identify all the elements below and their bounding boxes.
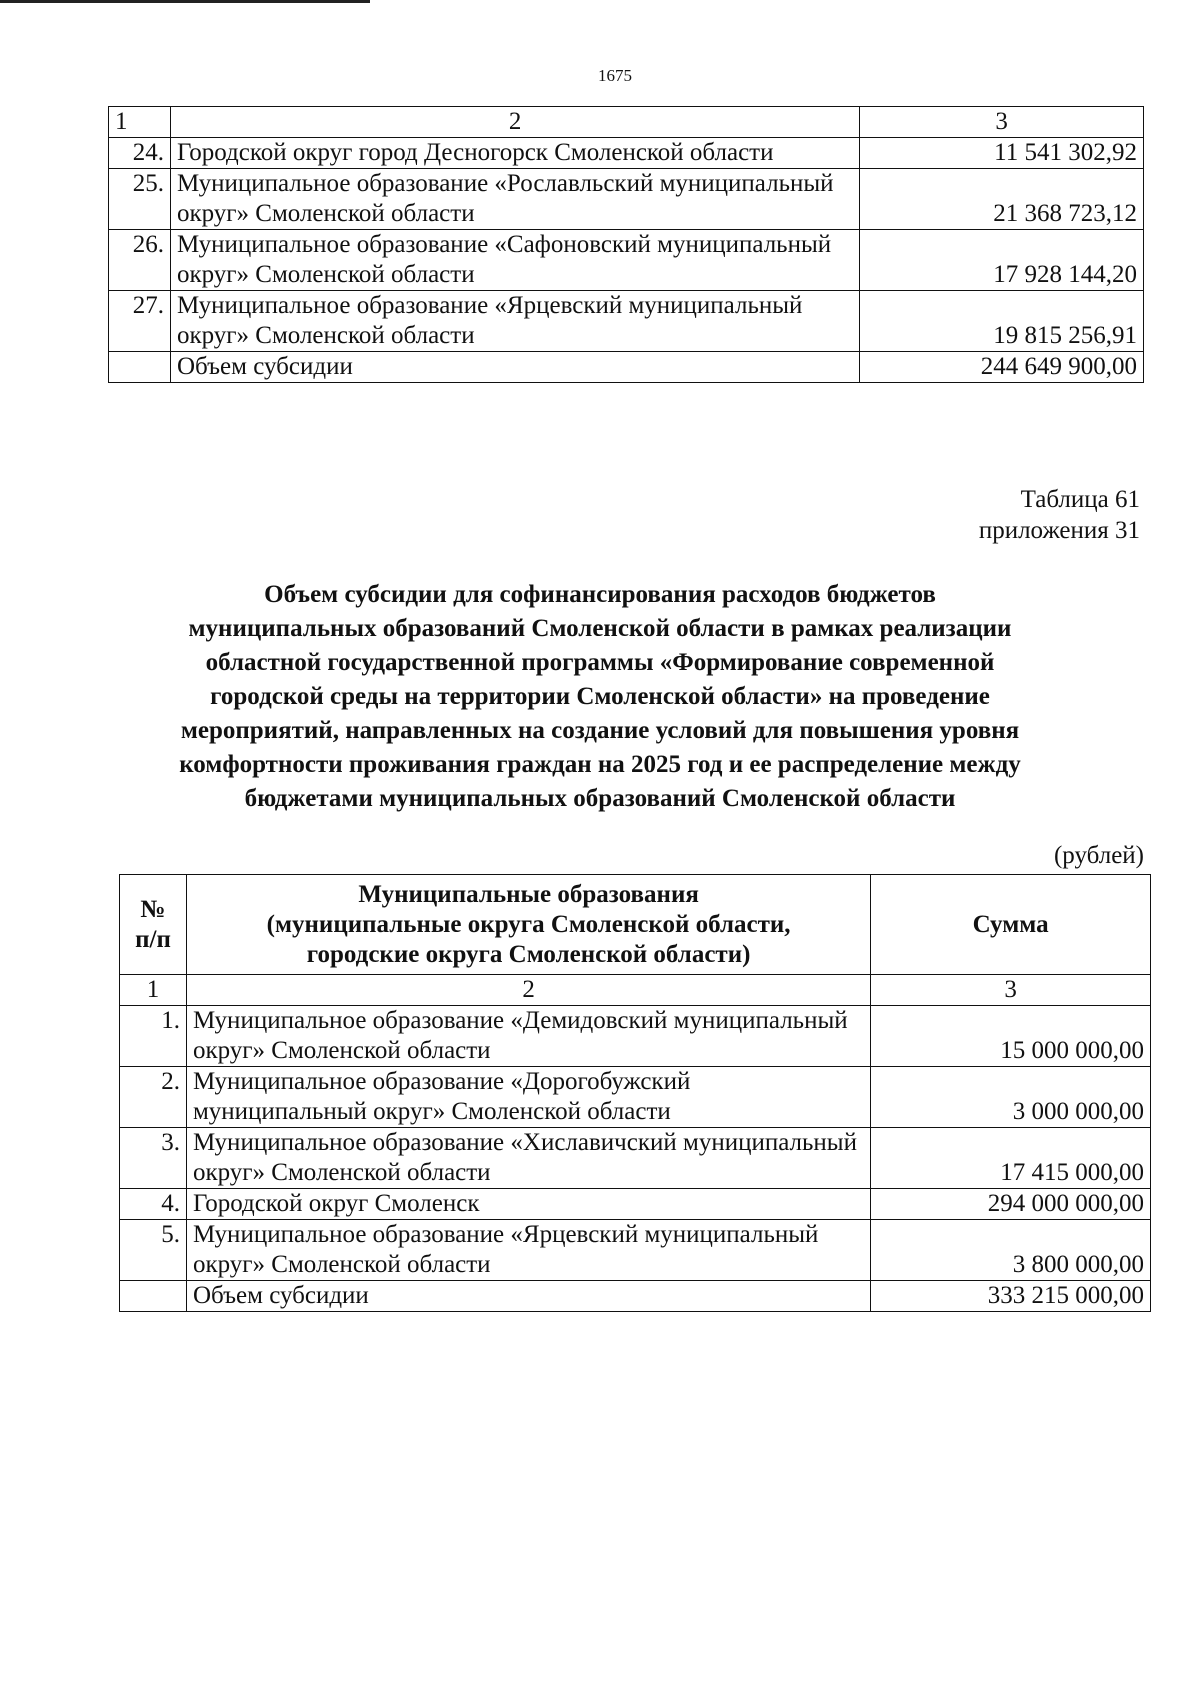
header-text: № (140, 895, 166, 923)
table-row (120, 1189, 1151, 1220)
total-row (109, 352, 1144, 383)
column-number-row (120, 975, 1151, 1006)
column-number: 1 (120, 975, 187, 1006)
municipality-name: Муниципальное образование «Ярцевский муниципальный округ» Смоленской области (186, 1220, 870, 1281)
subsidy-table (119, 874, 1151, 1312)
municipality-name: Муниципальное образование «Хиславичский муниципальный округ» Смоленской области (186, 1128, 870, 1189)
table-row (120, 1128, 1151, 1189)
table-row (109, 169, 1144, 230)
column-number-row (109, 107, 1144, 138)
title-line: мероприятий, направленных на создание условий для повышения уровня (180, 717, 1020, 744)
table-row (109, 138, 1144, 169)
subsidy-amount: 3 000 000,00 (871, 1067, 1151, 1128)
header-municipalities (186, 875, 870, 975)
total-label: Объем субсидии (170, 352, 859, 383)
row-number: 4. (120, 1189, 187, 1220)
column-number: 3 (871, 975, 1151, 1006)
table-caption (979, 484, 1140, 546)
municipality-name: Муниципальное образование «Рославльский муниципальный округ» Смоленской области (170, 169, 859, 230)
title-line: бюджетами муниципальных образований Смоленской области (244, 785, 956, 812)
unit-label: (рублей) (1053, 842, 1144, 869)
total-amount: 333 215 000,00 (871, 1281, 1151, 1312)
title-line: муниципальных образований Смоленской области в рамках реализации (188, 615, 1012, 642)
table-caption-line: приложения 31 (978, 517, 1140, 544)
empty-cell (120, 1281, 187, 1312)
municipality-name: Муниципальное образование «Ярцевский муниципальный округ» Смоленской области (170, 291, 859, 352)
header-text: п/п (135, 925, 171, 953)
municipality-name: Муниципальное образование «Дорогобужский муниципальный округ» Смоленской области (186, 1067, 870, 1128)
subsidy-amount: 294 000 000,00 (871, 1189, 1151, 1220)
table-row (109, 291, 1144, 352)
title-line: городской среды на территории Смоленской области» на проведение (210, 683, 990, 710)
subsidy-amount: 17 415 000,00 (871, 1128, 1151, 1189)
row-number: 26. (109, 230, 171, 291)
row-number: 2. (120, 1067, 187, 1128)
subsidy-table-continued (108, 106, 1144, 383)
title-line: областной государственной программы «Формирование современной (205, 649, 995, 676)
municipality-name: Городской округ Смоленск (186, 1189, 870, 1220)
row-number: 1. (120, 1006, 187, 1067)
row-number: 24. (109, 138, 171, 169)
subsidy-amount: 15 000 000,00 (871, 1006, 1151, 1067)
top-edge-line (0, 0, 370, 3)
column-number: 2 (186, 975, 870, 1006)
table-row (120, 1006, 1151, 1067)
title-line: Объем субсидии для софинансирования расходов бюджетов (264, 581, 936, 608)
total-amount: 244 649 900,00 (860, 352, 1144, 383)
empty-cell (109, 352, 171, 383)
municipality-name: Муниципальное образование «Сафоновский муниципальный округ» Смоленской области (170, 230, 859, 291)
subsidy-amount: 17 928 144,20 (860, 230, 1144, 291)
municipality-name: Городской округ город Десногорск Смоленской области (170, 138, 859, 169)
column-number: 3 (860, 107, 1144, 138)
total-label: Объем субсидии (186, 1281, 870, 1312)
row-number: 25. (109, 169, 171, 230)
subsidy-amount: 21 368 723,12 (860, 169, 1144, 230)
subsidy-amount: 11 541 302,92 (860, 138, 1144, 169)
header-text: (муниципальные округа Смоленской области, (266, 910, 791, 938)
header-row (120, 875, 1151, 975)
row-number: 27. (109, 291, 171, 352)
subsidy-amount: 19 815 256,91 (860, 291, 1144, 352)
municipality-name: Муниципальное образование «Демидовский муниципальный округ» Смоленской области (186, 1006, 870, 1067)
table-row (120, 1067, 1151, 1128)
table-caption-line: Таблица 61 (1020, 486, 1140, 513)
table-row (120, 1220, 1151, 1281)
header-sum: Сумма (871, 875, 1151, 975)
header-text: городские округа Смоленской области) (306, 940, 751, 968)
row-number: 3. (120, 1128, 187, 1189)
table-row (109, 230, 1144, 291)
row-number: 5. (120, 1220, 187, 1281)
total-row (120, 1281, 1151, 1312)
title-line: комфортности проживания граждан на 2025 год и ее распределение между (179, 751, 1021, 778)
column-number: 1 (109, 107, 171, 138)
header-number (120, 875, 187, 975)
document-title (130, 578, 1070, 816)
header-text: Муниципальные образования (358, 880, 699, 908)
page-number: 1675 (598, 66, 632, 85)
subsidy-amount: 3 800 000,00 (871, 1220, 1151, 1281)
column-number: 2 (170, 107, 859, 138)
